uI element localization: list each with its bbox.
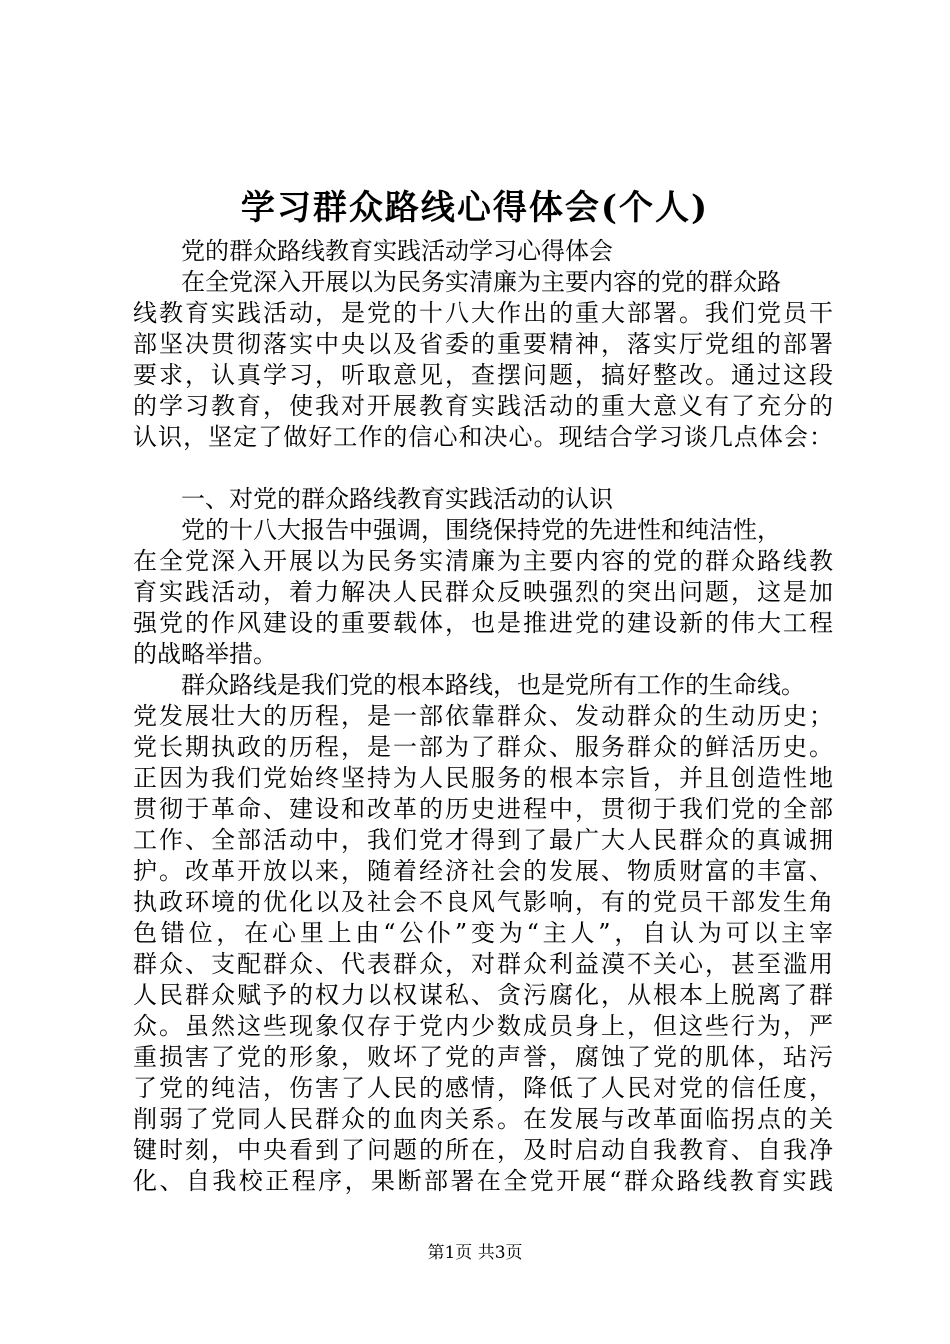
page-footer	[0, 1240, 950, 1266]
section-heading: 一、对党的群众路线教育实践活动的认识	[181, 485, 613, 513]
paragraph-3-line: 化、自我校正程序，果断部署在全党开展“群众路线教育实践	[133, 1167, 833, 1195]
paragraph-3-line: 正因为我们党始终坚持为人民服务的根本宗旨，并且创造性地	[133, 764, 833, 792]
paragraph-3-line: 群众路线是我们党的根本路线，也是党所有工作的生命线。	[181, 671, 805, 699]
paragraph-3-line: 护。改革开放以来，随着经济社会的发展、物质财富的丰富、	[133, 857, 833, 885]
paragraph-2-line: 育实践活动，着力解决人民群众反映强烈的突出问题，这是加	[133, 578, 833, 606]
paragraph-1-line: 的学习教育，使我对开展教育实践活动的重大意义有了充分的	[133, 392, 833, 420]
paragraph-1-line: 要求，认真学习，听取意见，查摆问题，搞好整改。通过这段	[133, 361, 833, 389]
paragraph-3-line: 贯彻于革命、建设和改革的历史进程中，贯彻于我们党的全部	[133, 795, 833, 823]
paragraph-2-line: 强党的作风建设的重要载体，也是推进党的建设新的伟大工程	[133, 609, 833, 637]
paragraph-3-line: 了党的纯洁，伤害了人民的感情，降低了人民对党的信任度，	[133, 1074, 833, 1102]
paragraph-1-line: 认识，坚定了做好工作的信心和决心。现结合学习谈几点体会：	[133, 423, 833, 451]
paragraph-1-line: 线教育实践活动，是党的十八大作出的重大部署。我们党员干	[133, 299, 833, 327]
paragraph-3-line: 工作、全部活动中，我们党才得到了最广大人民群众的真诚拥	[133, 826, 833, 854]
paragraph-3-line: 群众、支配群众、代表群众，对群众利益漠不关心，甚至滥用	[133, 950, 833, 978]
paragraph-3-line: 人民群众赋予的权力以权谋私、贪污腐化，从根本上脱离了群	[133, 981, 833, 1009]
paragraph-3-line: 党长期执政的历程，是一部为了群众、服务群众的鲜活历史。	[133, 733, 833, 761]
paragraph-2-line: 党的十八大报告中强调，围绕保持党的先进性和纯洁性，	[181, 516, 781, 544]
paragraph-3-line: 色错位，在心里上由“公仆”变为“主人”，自认为可以主宰	[133, 919, 833, 947]
paragraph-3-line: 众。虽然这些现象仅存于党内少数成员身上，但这些行为，严	[133, 1012, 833, 1040]
paragraph-1-line: 部坚决贯彻落实中央以及省委的重要精神，落实厅党组的部署	[133, 330, 833, 358]
paragraph-3-line: 重损害了党的形象，败坏了党的声誉，腐蚀了党的肌体，玷污	[133, 1043, 833, 1071]
paragraph-1-line: 在全党深入开展以为民务实清廉为主要内容的党的群众路	[181, 268, 781, 296]
paragraph-2-line: 的战略举措。	[133, 640, 277, 668]
paragraph-3-line: 党发展壮大的历程，是一部依靠群众、发动群众的生动历史；	[133, 702, 833, 730]
paragraph-2-line: 在全党深入开展以为民务实清廉为主要内容的党的群众路线教	[133, 547, 833, 575]
paragraph-spacer	[133, 453, 833, 484]
document-title: 学习群众路线心得体会(个人)	[240, 188, 710, 228]
document-body	[133, 236, 833, 1197]
paragraph-3-line: 键时刻，中央看到了问题的所在，及时启动自我教育、自我净	[133, 1136, 833, 1164]
subtitle-line: 党的群众路线教育实践活动学习心得体会	[181, 237, 613, 265]
paragraph-3-line: 执政环境的优化以及社会不良风气影响，有的党员干部发生角	[133, 888, 833, 916]
page-number: 第1页 共3页	[427, 1243, 523, 1263]
paragraph-3-line: 削弱了党同人民群众的血肉关系。在发展与改革面临拐点的关	[133, 1105, 833, 1133]
